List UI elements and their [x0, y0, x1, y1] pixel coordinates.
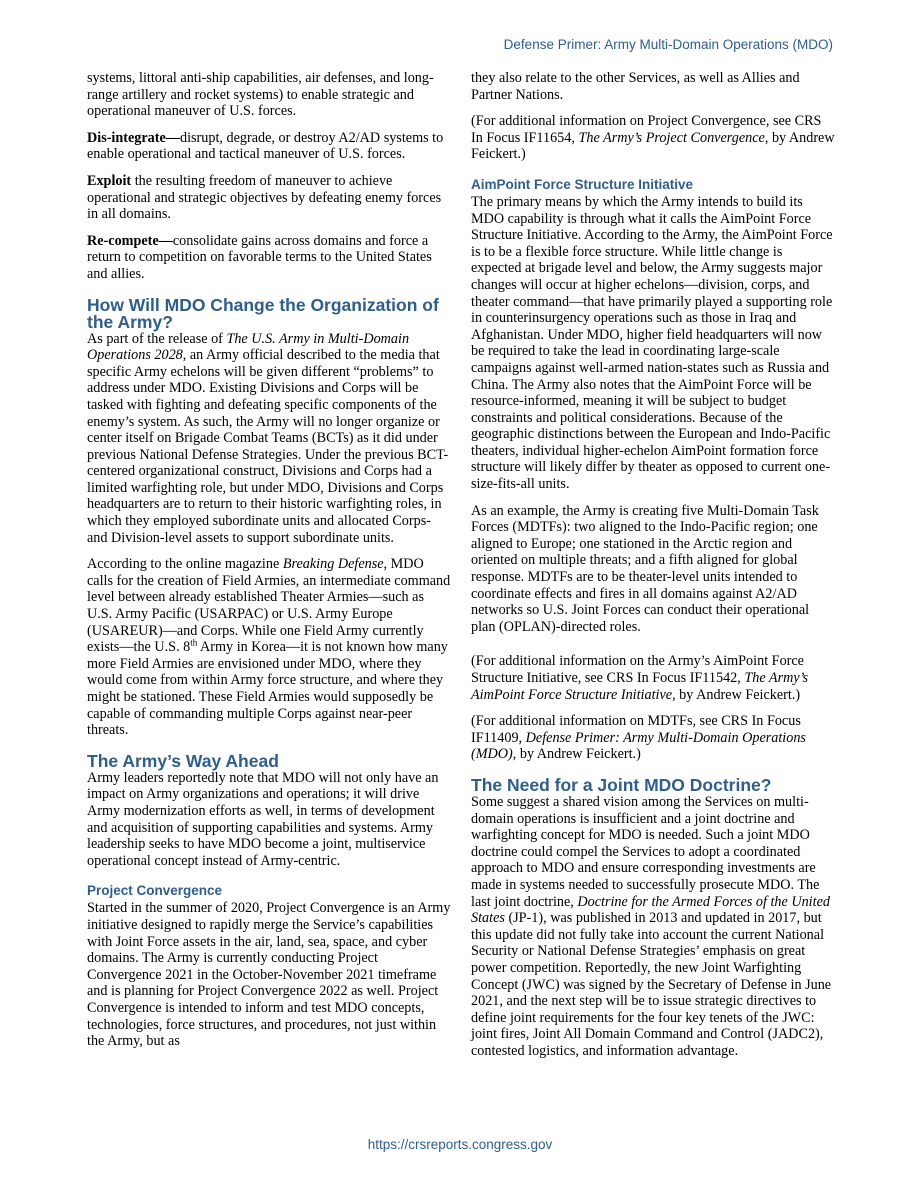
paragraph: (For additional information on Project Convergence, see CRS In Focus IF11654, The Army’s Project Convergence, by Andrew Feickert.): [471, 113, 835, 163]
paragraph: Started in the summer of 2020, Project Convergence is an Army initiative designed to rapidly merge the Service’s capabilities with Joint Force assets in the air, land, sea, space, and cyber domains. The Army is currently conducting Project Convergence 2021 in the October-November 2021 timeframe and is planning for Project Convergence 2022 as well. Project Convergence is intended to inform and test MDO concepts, technologies, force structures, and procedures, not just within the Army, but as: [87, 900, 451, 1050]
publication-title: Defense Primer: Army Multi-Domain Operations (MDO): [471, 729, 806, 763]
term: Dis-integrate—: [87, 129, 180, 146]
publication-title: The Army’s Project Convergence: [578, 129, 765, 146]
paragraph: According to the online magazine Breaking Defense, MDO calls for the creation of Field Armies, an intermediate command level between already established Theater Armies—such as U.S. Army Pacific (USARPAC) or U.S. Army Europe (USAREUR)—and Corps. While one Field Army currently exists—the U.S. 8th Army in Korea—it is not known how many more Field Armies are envisioned under MDO, where they would come from within Army force structure, and where they might be stationed. These Field Armies would supposedly be capable of commanding multiple Corps against near-peer threats.: [87, 556, 451, 739]
section-heading-way-ahead: The Army’s Way Ahead: [87, 750, 279, 771]
paragraph: Army leaders reportedly note that MDO will not only have an impact on Army organizations and operations; it will drive Army modernization efforts as well, in terms of development and acquisition of supporting capabilities and systems. Army leadership seeks to have MDO become a joint, multiservice operational concept instead of Army-centric.: [87, 769, 439, 869]
right-column: [471, 70, 835, 1069]
section-heading-joint-doctrine: The Need for a Joint MDO Doctrine?: [471, 774, 772, 795]
paragraph: The primary means by which the Army intends to build its MDO capability is through what it calls the AimPoint Force Structure Initiative. According to the Army, the AimPoint Force is to be a flexible force structure. While little change is expected at brigade level and below, the Army suggests major changes will occur at higher echelons—division, corps, and theater command—that have primarily played a supporting role in counterinsurgency operations such as those in Iraq and Afghanistan. Under MDO, higher field headquarters will now be required to take the lead in coordinating large-scale campaigns against well-armed nation-states such as Russia and China. The Army also notes that the AimPoint Force will be resource-informed, meaning it will be subject to budget constraints and political considerations. Because of the geographic distinctions between the European and Indo-Pacific theaters, individual higher-echelon AimPoint formation force structure will likely differ by theater as opposed to current one-size-fits-all units.: [471, 193, 833, 493]
page-header: Defense Primer: Army Multi-Domain Operations (MDO): [503, 37, 833, 52]
paragraph: Dis-integrate—disrupt, degrade, or destroy A2/AD systems to enable operational and tactical maneuver of U.S. forces.: [87, 129, 444, 163]
paragraph: systems, littoral anti-ship capabilities, air defenses, and long-range artillery and rocket systems) to enable strategic and operational maneuver of U.S. forces.: [87, 70, 434, 120]
section-heading-organization: How Will MDO Change the Organization of the Army?: [87, 294, 439, 332]
spacer: [471, 645, 835, 653]
publication-title: The Army’s AimPoint Force Structure Initiative: [471, 670, 809, 703]
left-column: [87, 70, 451, 1060]
paragraph: (For additional information on MDTFs, see CRS In Focus IF11409, Defense Primer: Army Multi-Domain Operations (MDO), by Andrew Feickert.): [471, 713, 806, 763]
paragraph: (For additional information on the Army’s AimPoint Force Structure Initiative, see CRS In Focus IF11542, The Army’s AimPoint Force Structure Initiative, by Andrew Feickert.): [471, 653, 809, 703]
superscript: th: [190, 637, 198, 648]
paragraph: Re-compete—consolidate gains across domains and force a return to competition on favorable terms to the United States and allies.: [87, 232, 432, 282]
paragraph: As part of the release of The U.S. Army in Multi-Domain Operations 2028, an Army official described to the media that specific Army echelons will be given different “problems” to address under MDO. Existing Divisions and Corps will be tasked with fighting and defeating specific components of the enemy’s system. As such, the Army will no longer organize or center itself on Brigade Combat Teams (BCTs) as it did under previous National Defense Strategies. Under the previous BCT-centered organizational construct, Divisions and Corps had a limited warfighting role, but under MDO, Divisions and Corps headquarters are to return to their historic warfighting roles, in which they employed subordinate units and allocated Corps- and Division-level assets to support subordinate units.: [87, 330, 449, 546]
paragraph: As an example, the Army is creating five Multi-Domain Task Forces (MDTFs): two aligned to the Indo-Pacific region; one aligned to Europe; one stationed in the Arctic region and oriented on multiple threats; and a fifth aligned for global response. MDTFs are to be theater-level units intended to coordinate effects and fires in all domains against A2/AD networks so U.S. Joint Forces can conduct their operational plan (OPLAN)-directed roles.: [471, 502, 819, 635]
term: Re-compete—: [87, 232, 173, 249]
publication-title: Doctrine for the Armed Forces of the United States: [471, 893, 830, 927]
paragraph: Exploit the resulting freedom of maneuver to achieve operational and strategic objectives by defeating enemy forces in all domains.: [87, 172, 442, 223]
publication-title: Breaking Defense: [282, 556, 384, 573]
subsection-heading-convergence: Project Convergence: [87, 883, 223, 899]
footer-url[interactable]: https://crsreports.congress.gov: [367, 1137, 553, 1152]
publication-title: The U.S. Army in Multi-Domain Operations 2028: [87, 330, 410, 364]
term: Exploit: [87, 172, 132, 189]
paragraph: Some suggest a shared vision among the Services on multi-domain operations is insufficient and a joint doctrine and warfighting concept for MDO is needed. Such a joint MDO doctrine could compel the Services to adopt a coordinated approach to MDO and ensure corresponding investments are made in systems needed to successfully prosecute MDO. The last joint doctrine, Doctrine for the Armed Forces of the United States (JP-1), was published in 2013 and updated in 2017, but this update did not fully take into account the current National Security or National Defense Strategies’ emphasis on great power competition. Reportedly, the new Joint Warfighting Concept (JWC) was signed by the Secretary of Defense in June 2021, and the next step will be to issue strategic directives to define joint requirements for the four key tenets of the JWC: joint fires, Joint All Domain Command and Control (JADC2), contested logistics, and information advantage.: [471, 793, 832, 1059]
subsection-heading-aimpoint: AimPoint Force Structure Initiative: [471, 176, 694, 192]
paragraph: they also relate to the other Services, as well as Allies and Partner Nations.: [471, 70, 800, 103]
